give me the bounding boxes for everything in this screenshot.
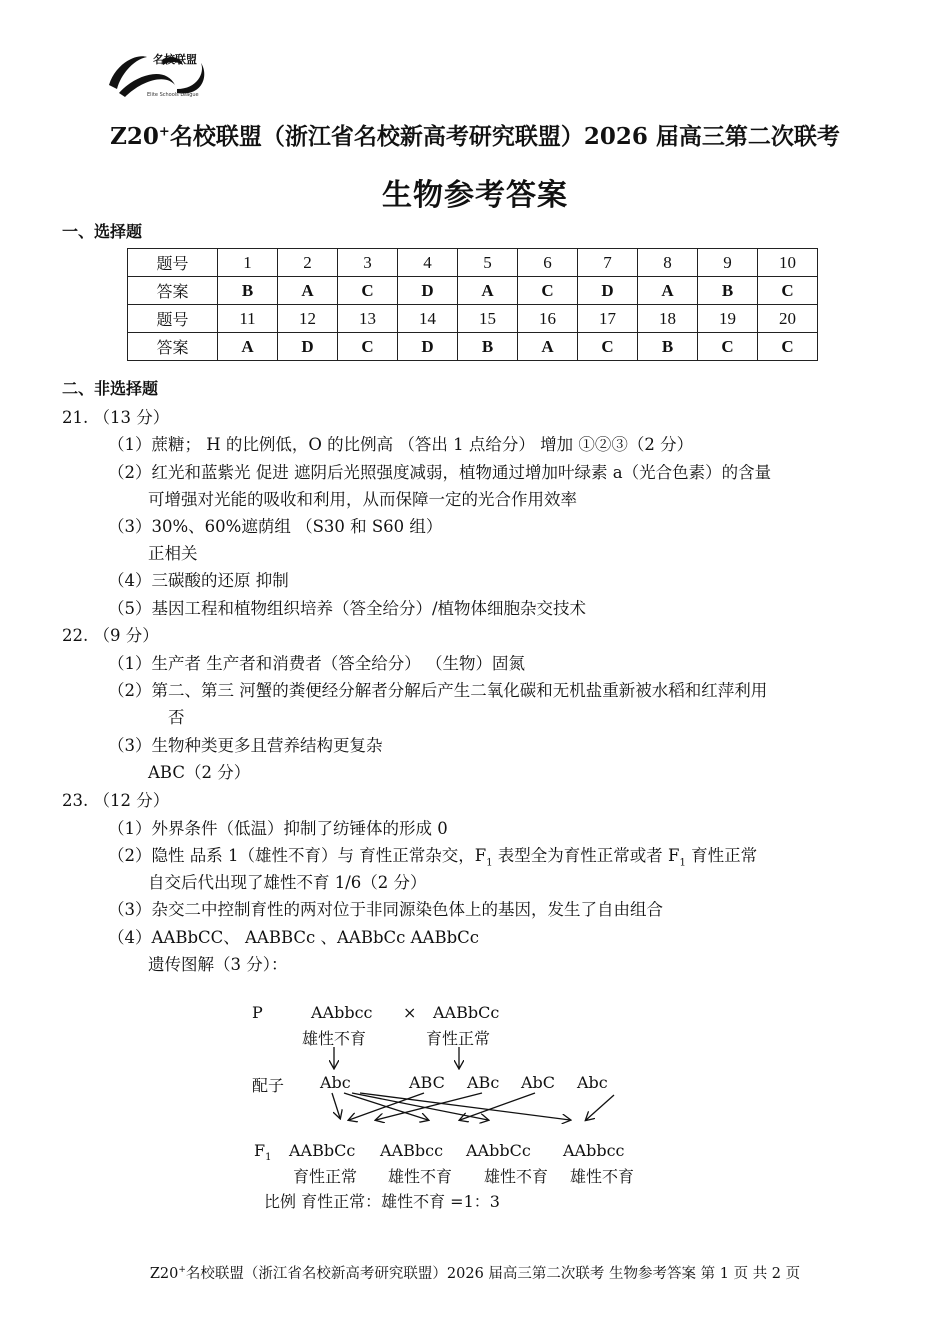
q22-part3-line1: （3）生物种类更多且营养结构更复杂 <box>108 736 383 755</box>
diagram-offspring-4: AAbbcc <box>563 1141 625 1160</box>
section-heading-nonchoice: 二、非选择题 <box>62 379 159 398</box>
q21-part4: （4）三碳酸的还原 抑制 <box>108 571 289 590</box>
diagram-parent2: AABbCc <box>433 1003 500 1022</box>
table-row: 答案 A D C D B A C B C C <box>128 333 818 361</box>
section-heading-choice: 一、选择题 <box>62 222 143 241</box>
table-row: 题号 11 12 13 14 15 16 17 18 19 20 <box>128 305 818 333</box>
q21-heading: 21. （13 分） <box>62 408 170 427</box>
diagram-parent2-phenotype: 育性正常 <box>426 1029 491 1048</box>
table-row: 题号 1 2 3 4 5 6 7 8 9 10 <box>128 249 818 277</box>
q22-part2-line2: 否 <box>168 708 185 727</box>
page-subtitle: 生物参考答案 <box>382 178 568 213</box>
q23-part4-line2: 遗传图解（3 分）： <box>148 955 288 974</box>
logo-subtext: Elite Schools League <box>147 92 199 98</box>
diagram-offspring-phenotype-2: 雄性不育 <box>388 1167 453 1186</box>
diagram-gamete-label: 配子 <box>252 1076 285 1095</box>
diagram-f1-label: $F_1$ <box>254 1141 272 1164</box>
diagram-p-label: P <box>252 1003 263 1022</box>
diagram-offspring-phenotype-3: 雄性不育 <box>484 1167 549 1186</box>
diagram-parent1: AAbbcc <box>311 1003 373 1022</box>
diagram-ratio: 比例 育性正常：雄性不育 =1：3 <box>264 1192 500 1211</box>
q22-part2-line1: （2）第二、第三 河蟹的粪便经分解者分解后产生二氧化碳和无机盐重新被水稻和红萍利用 <box>108 681 768 700</box>
table-row: 答案 B A C D A C D A B C <box>128 277 818 305</box>
logo-text: 名校联盟 <box>153 53 197 66</box>
q23-part1: （1）外界条件（低温）抑制了纺锤体的形成 0 <box>108 819 448 838</box>
q22-part1: （1）生产者 生产者和消费者（答全给分） （生物）固氮 <box>108 654 525 673</box>
q23-part2-line2: 自交后代出现了雄性不育 1/6（2 分） <box>148 873 427 892</box>
q21-part1: （1）蔗糖； H 的比例低，O 的比例高 （答出 1 点给分） 增加 ①②③（2 分） <box>108 435 694 454</box>
q23-part3: （3）杂交二中控制育性的两对位于非同源染色体上的基因，发生了自由组合 <box>108 900 663 919</box>
q21-part5: （5）基因工程和植物组织培养（答全给分）/植物体细胞杂交技术 <box>108 599 587 618</box>
diagram-offspring-2: AABbcc <box>380 1141 444 1160</box>
q21-part3-line2: 正相关 <box>148 544 198 563</box>
diagram-offspring-phenotype-4: 雄性不育 <box>570 1167 635 1186</box>
diagram-gamete-4: AbC <box>521 1073 556 1092</box>
q21-part2-line1: （2）红光和蓝紫光 促进 遮阴后光照强度减弱，植物通过增加叶绿素 a（光合色素）的含量 <box>108 463 772 482</box>
q23-part4-line1: （4）AABbCC、 AABBCc 、AABbCc AABbCc <box>108 928 480 947</box>
diagram-gamete-3: ABc <box>467 1073 500 1092</box>
diagram-offspring-phenotype-1: 育性正常 <box>293 1167 358 1186</box>
page-footer: Z20+名校联盟（浙江省名校新高考研究联盟）2026 届高三第二次联考 生物参考答案 第 1 页 共 2 页 <box>149 1265 801 1282</box>
q21-part3-line1: （3）30%、60%遮荫组 （S30 和 S60 组） <box>108 517 443 536</box>
q23-heading: 23. （12 分） <box>62 791 170 810</box>
diagram-parent1-phenotype: 雄性不育 <box>302 1029 367 1048</box>
q22-part3-line2: ABC（2 分） <box>148 763 251 782</box>
arrow-line <box>586 1095 614 1120</box>
q21-part2-line2: 可增强对光能的吸收和利用，从而保障一定的光合作用效率 <box>148 490 577 509</box>
diagram-offspring-1: AABbCc <box>289 1141 356 1160</box>
diagram-offspring-3: AAbbCc <box>466 1141 531 1160</box>
diagram-cross: × <box>403 1003 417 1022</box>
diagram-gamete-1: Abc <box>320 1073 351 1092</box>
q23-part2-line1: （2）隐性 品系 1（雄性不育）与 育性正常杂交，$F_1$ 表型全为育性正常或者 $F_1$ 育性正常 <box>108 846 758 869</box>
arrow-line <box>460 1093 535 1120</box>
page-title: Z20+名校联盟（浙江省名校新高考研究联盟）2026 届高三第二次联考 <box>110 123 840 150</box>
diagram-gamete-5: Abc <box>577 1073 608 1092</box>
arrow-line <box>332 1093 340 1118</box>
diagram-gamete-2: ABC <box>409 1073 445 1092</box>
q22-heading: 22. （9 分） <box>62 626 159 645</box>
